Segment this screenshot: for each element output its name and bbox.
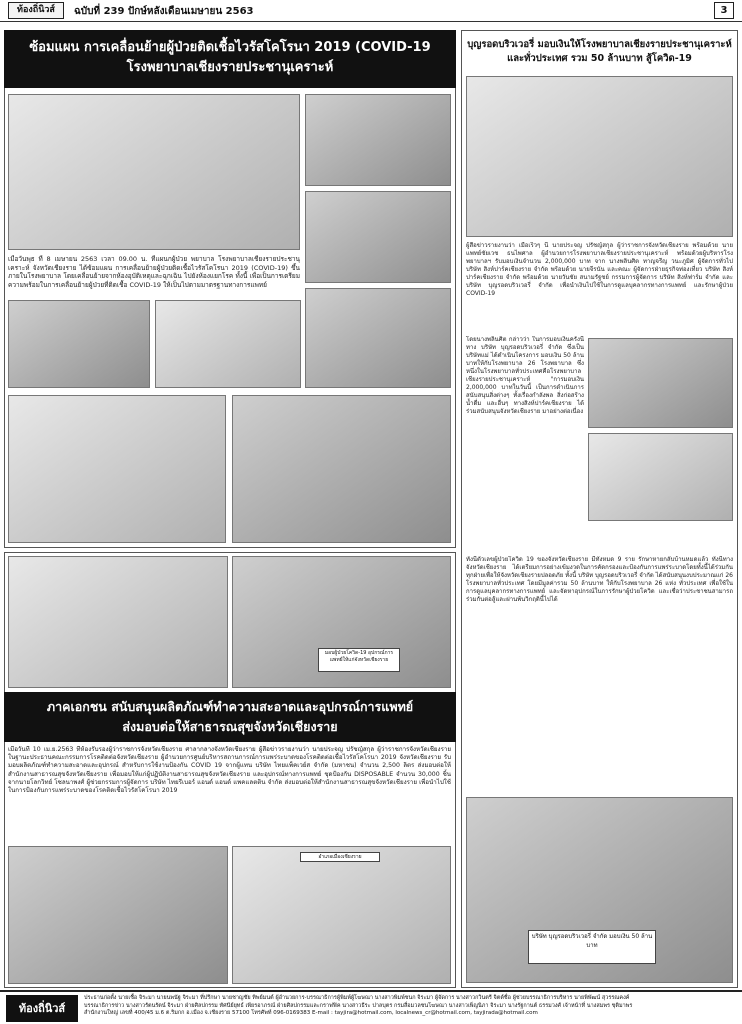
footer-credits [84,995,734,1018]
photo-corridor [8,300,150,388]
photo-group-donation [8,556,228,688]
right-story-title [464,34,735,70]
footer-line3: สำนักงานใหญ่ เลขที่ 400/45 ม.6 ต.ริมกก อ.เมือง จ.เชียงราย 57100 โทรศัพท์ 096-0169383 E-mail : tayjira@hotmail.com, localnews_cr@hotmail.com, tayjirada@hotmail.com [84,1010,538,1016]
photo-isolation-pod [155,300,301,388]
photo-donation-ceremony [466,76,733,237]
donation-board: มอบผู้ป่วยโควิด-19 อุปกรณ์การแพทย์ให้แก่จังหวัดเชียงราย [318,648,400,672]
bottom-title-line2: ส่งมอบต่อให้สาธารณสุขจังหวัดเชียงราย [122,719,338,734]
right-title-line1: บุญรอดบริวเวอรี่ มอบเงินให้โรงพยาบาลเชียงรายประชานุเคราะห์ [467,39,732,50]
footer-line1: ประธานก่อตั้ง นายเชื้อ จิระมา นายนพนัฐ จิระมา ที่ปรึกษา นายชาญชัย ทิพย์มนต์ ผู้อำนวยการ-บรรณาธิการผู้พิมพ์ผู้โฆษณา นางสาวพิมพ์ชนก จิระมา ผู้จัดการ นางสาวกวินตรี จิตต์ชื่อ ผู้ช่วยบรรณาธิการบริหาร นายพิพัฒน์ สุวรรณคงค์ [84,995,630,1001]
footer-logo: ท้องถิ่นิวส์ [6,995,78,1022]
page-number: 3 [714,2,734,19]
big-check-sign: บริษัท บุญรอดบริวเวอรี่ จำกัด มอบเงิน 50 ล้านบาท [528,930,656,964]
bottom-title-line1: ภาคเอกชน สนับสนุนผลิตภัณฑ์ทำความสะอาดและอุปกรณ์การแพทย์ [46,699,414,714]
issue-line: ฉบับที่ 239 ปักษ์หลังเดือนเมษายน 2563 [74,6,254,17]
photo-truck-supplies [8,846,228,984]
photo-office-handover [232,846,451,984]
right-story-body1: ผู้สื่อข่าวรายงานว่า เมื่อเร็วๆ นี้ นายประจญ ปรัชญ์สกุล ผู้ว่าราชการจังหวัดเชียงราย พร้อมด้วย นายแพทย์ชัยเวช ธนไพศาล ผู้อำนวยการโรงพยาบาลเชียงรายประชานุเคราะห์ พร้อมด้วยผู้บริหารโรงพยาบาลฯ รับมอบเงินจำนวน 2,000,000 บาท จาก นางพลินศิต ทาญจรีญ วนะภูมิศ ผู้จัดการทั่วไป บริษัท สิงห์ปาร์คเชียงราย จำกัด พร้อมด้วย นายจีรนัน และคณะ ผู้จัดการฝ่ายธุรกิจท่องเที่ยว บริษัท สิงห์ปาร์คเชียงราย จำกัด พร้อมด้วย นายวันชัย สนามรัฐชย์ กรรมการผู้จัดการ บริษัท สิงห์ฟาร์ม จำกัด และ บริษัท บุญรอดบริวเวอรี่ จำกัด เพื่อนำเงินไปใช้ในการดูแลบุคลากรทางการแพทย์ และรักษาผู้ป่วย COVID-19 [466,242,733,297]
footer-line2: บรรณาธิการข่าว นางสาวรัตนรัตน์ จิระมา ฝ่ายศิลปกรรม ทัศนีย์ยุทธ์ เพียรอาภรณ์ ฝ่ายศิลปกรรมและกราฟฟิค นางสาวธีระ ปาลบุตร กรมสื่อมวลชนโฆษณา นางสาวเพ็ญนิภา จิระมา นางรัฐกานต์ ธรรมวงศ์ เจ้าหน้าที่ นางสมพร ชุติมาพร [84,1002,633,1009]
left-story-body: เมื่อวันพุธ ที่ 8 เมษายน 2563 เวลา 09.00 น. ที่แผนกผู้ป่วย พยาบาล โรงพยาบาลเชียงรายประชานุเคราะห์ จังหวัดเชียงราย ได้ซ้อมแผน การเคลื่อนย้ายผู้ป่วยติดเชื้อไวรัสโคโรนา 2019 (COVID-19) ขึ้น ภายในโรงพยาบาล โดยเคลื่อนย้ายจากห้องอุบัติเหตุและฉุกเฉิน ไปยังห้องแยกโรค ทั้งนี้ เพื่อเป็นการเตรียมความพร้อมในการเคลื่อนย้ายผู้ป่วยที่ติดเชื้อ COVID-19 ให้เป็นไปตามมาตรฐานทางการแพทย์ [8,255,300,289]
right-story-body3: ทั้งนี้ตัวเลขผู้ป่วยโควิด 19 ของจังหวัดเชียงราย มีทั้งหมด 9 ราย รักษาหายกลับบ้านหมดแล้ว ทั้งนี้ทางจังหวัดเชียงราย ได้เตรียมการอย่างเข้มงวดในการคัดกรองและป้องกันการแพร่ระบาดโดยทั้งนี้ได้ร่วมกันทุกฝ่ายเพื่อให้จังหวัดเชียงรายปลอดภัย ทั้งนี้ บริษัท บุญรอดบริวเวอรี่ จำกัด ได้สนับสนุนงบประมาณแก่ 26 โรงพยาบาลทั่วประเทศ โดยมีมูลค่ารวม 50 ล้านบาท ให้กับโรงพยาบาล 26 แห่ง ทั่วประเทศ เพื่อใช้ในการดูแลบุคลากรทางการแพทย์ และจัดหาอุปกรณ์ในการรักษาผู้ป่วยโควิด และเชื่อว่าประชาชนสามารถร่วมกันต่อสู้และผ่านพ้นวิกฤตินี้ไปได้ [466,556,733,603]
right-title-line2: และทั่วประเทศ รวม 50 ล้านบาท สู้โควิด-19 [507,53,692,64]
right-story-body2: โดยนางพลินศิต กล่าวว่า ในการมอบเงินครั้งนี้ ทาง บริษัท บุญรอดบริวเวอรี่ จำกัด ซึ่งเป็นบริษัทแม่ ได้ดำเนินโครงการ มอบเงิน 50 ล้านบาทให้กับโรงพยาบาล 26 โรงพยาบาล ซึ่งหนึ่งในโรงพยาบาลทั่วประเทศคือโรงพยาบาลเชียงรายประชานุเคราะห์ "การมอบเงิน 2,000,000 บาทในวันนี้ เป็นการดำเนินการสนับสนุนสิ่งต่างๆ ทั้งเรื่องกำลังพล สิ่งก่อสร้าง น้ำดื่ม และอื่นๆ ทางสิงห์ปาร์คเชียงราย ได้ร่วมสนับสนุนจังหวัดเชียงราย มาอย่างต่อเนื่อง [466,336,584,415]
photo-isolation-room [232,395,451,543]
page-footer [0,990,742,1024]
photo-ambulance [305,94,451,186]
photo-patient-capsule [8,395,226,543]
bottom-story-title [4,692,456,742]
office-sign: อำเภอเมืองเชียงราย [300,852,380,862]
photo-meeting [588,338,733,428]
photo-ppe-transfer [8,94,300,250]
masthead-logo: ท้องถิ่นิวส์ [8,2,64,19]
bottom-story-body: เมื่อวันที่ 10 เม.ย.2563 ที่ห้องรับรองผู้ว่าราชการจังหวัดเชียงราย ศาลากลางจังหวัดเชียงราย ผู้สื่อข่าวรายงานว่า นายประจญ ปรัชญ์สกุล ผู้ว่าราชการจังหวัดเชียงราย ในฐานะประธานคณะกรรมการโรคติดต่อจังหวัดเชียงราย ผู้อำนวยการศูนย์บริหารสถานการณ์การแพร่ระบาดของโรคติดต่อเชื้อไวรัสโคโรนา 2019 จังหวัดเชียงราย รับมอบผลิตภัณฑ์ทำความสะอาดและอุปกรณ์ สำหรับการใช้งานป้องกัน COVID 19 จากผู้แทน บริษัท ไทยแพ็คเวย์ส จำกัด (มหาชน) จำนวน 2,500 ลิตร ส่งมอบต่อให้สำนักงานสาธารณสุขจังหวัดเชียงราย เพื่อมอบให้แก่ผู้ปฏิบัติงานสาธารณสุขจังหวัดเชียงราย และอุปกรณ์ทางการแพทย์ ชุดป้องกัน DISPOSABLE จำนวน 30,000 ชิ้น จากนายโลกวิทย์ โซลนาพงศ์ ผู้ช่วยกรรมการผู้จัดการ บริษัท ไทยรีเบอร์ แอนด์ แอนด์ แพคแลตติน จำกัด ส่งมอบต่อให้สำนักงานสาธารณสุขจังหวัดเชียงราย เพื่อนำไปใช้ในการป้องกันการแพร่ระบาดของโรคติดเชื้อไวรัสโคโรนา 2019 [8,746,451,795]
photo-check-handover [588,433,733,521]
left-title-line1: ซ้อมแผน การเคลื่อนย้ายผู้ป่วยติดเชื้อไวรัสโคโรนา 2019 (COVID-19 [29,40,431,55]
page-header [0,0,742,22]
left-story-title [4,30,456,88]
photo-ward [305,288,451,388]
photo-stretcher [305,191,451,283]
left-title-line2: โรงพยาบาลเชียงรายประชานุเคราะห์ [126,60,334,75]
